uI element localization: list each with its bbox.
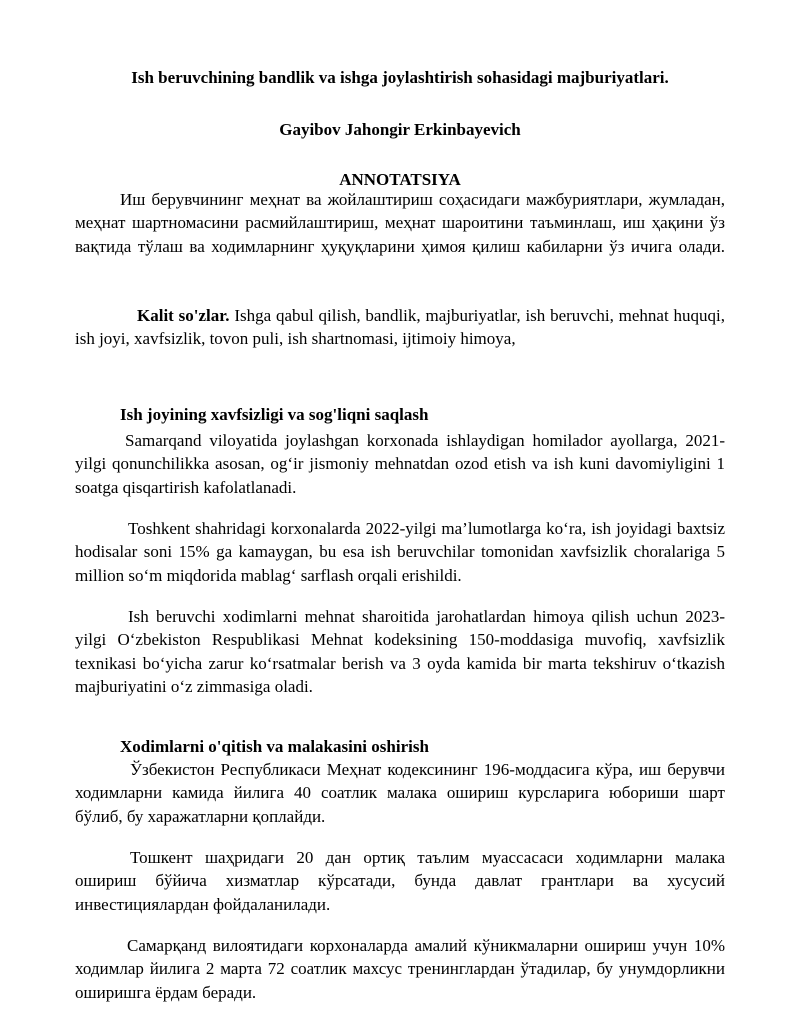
keywords-text: Ishga qabul qilish, bandlik, majburiyatlar, ish beruvchi, mehnat huquqi, ish joyi, xavfsizlik, tovon puli, ish shartnomasi, ijtimoiy himoya, — [75, 306, 725, 349]
section1-paragraph-3: Ish beruvchi xodimlarni mehnat sharoitida jarohatlardan himoya qilish uchun 2023-yilgi O‘zbekiston Respublikasi Mehnat kodeksining 150-moddasiga muvofiq, xavfsizlik texnikasi bo‘yicha zarur ko‘rsatmalar berish va 3 oyda kamida bir marta tekshiruv o‘tkazish majburiyatini o‘z zimmasiga oladi. — [75, 607, 725, 697]
section2-paragraph-3: Самарқанд вилоятидаги корхоналарда амалий кўникмаларни ошириш учун 10% ходимлар йилига 2 марта 72 соатлик махсус тренинглардан ўтадилар, бу унумдорликни оширишга ёрдам беради. — [75, 936, 725, 1002]
keywords-paragraph — [75, 304, 725, 351]
section2-paragraph-2: Тошкент шаҳридаги 20 дан ортиқ таълим муассасаси ходимларни малака ошириш бўйича хизматлар кўрсатади, бунда давлат грантлари ва хусусий инвестициялардан фойдаланилади. — [75, 848, 725, 914]
section1-paragraph-1: Samarqand viloyatida joylashgan korxonada ishlaydigan homilador ayollarga, 2021-yilgi qonunchilikka asosan, og‘ir jismoniy mehnatdan ozod etish va ish kuni davomiyligini 1 soatga qisqartirish kafolatlanadi. — [75, 431, 725, 497]
author-name: Gayibov Jahongir Erkinbayevich — [279, 120, 521, 139]
section2-paragraph-1: Ўзбекистон Республикаси Меҳнат кодексининг 196-моддасига кўра, иш берувчи ходимларни камида йилига 40 соатлик малака ошириш курсларига юбориши шарт бўлиб, бу харажатларни қоплайди. — [75, 760, 725, 826]
annotation-paragraph: Иш берувчининг меҳнат ва жойлаштириш соҳасидаги мажбуриятлари, жумладан, меҳнат шартномасини расмийлаштириш, меҳнат шароитини таъминлаш, иш ҳақини ўз вақтида тўлаш ва ходимларнинг ҳуқуқларини ҳимоя қилиш кабиларни ўз ичига олади. — [75, 190, 725, 256]
section-heading-workplace-safety: Ish joyining xavfsizligi va sog'liqni saqlash — [120, 405, 429, 424]
section-heading-training: Xodimlarni o'qitish va malakasini oshirish — [120, 737, 429, 756]
document-title: Ish beruvchining bandlik va ishga joylashtirish sohasidagi majburiyatlari. — [131, 68, 669, 87]
keywords-label: Kalit so'zlar. — [137, 306, 230, 325]
section1-paragraph-2: Toshkent shahridagi korxonalarda 2022-yilgi ma’lumotlarga ko‘ra, ish joyidagi baxtsiz hodisalar soni 15% ga kamaygan, bu esa ish beruvchilar tomonidan xavfsizlik choralariga 5 million so‘m miqdorida mablag‘ sarflash orqali erishildi. — [75, 519, 725, 585]
annotation-heading: ANNOTATSIYA — [339, 170, 461, 189]
